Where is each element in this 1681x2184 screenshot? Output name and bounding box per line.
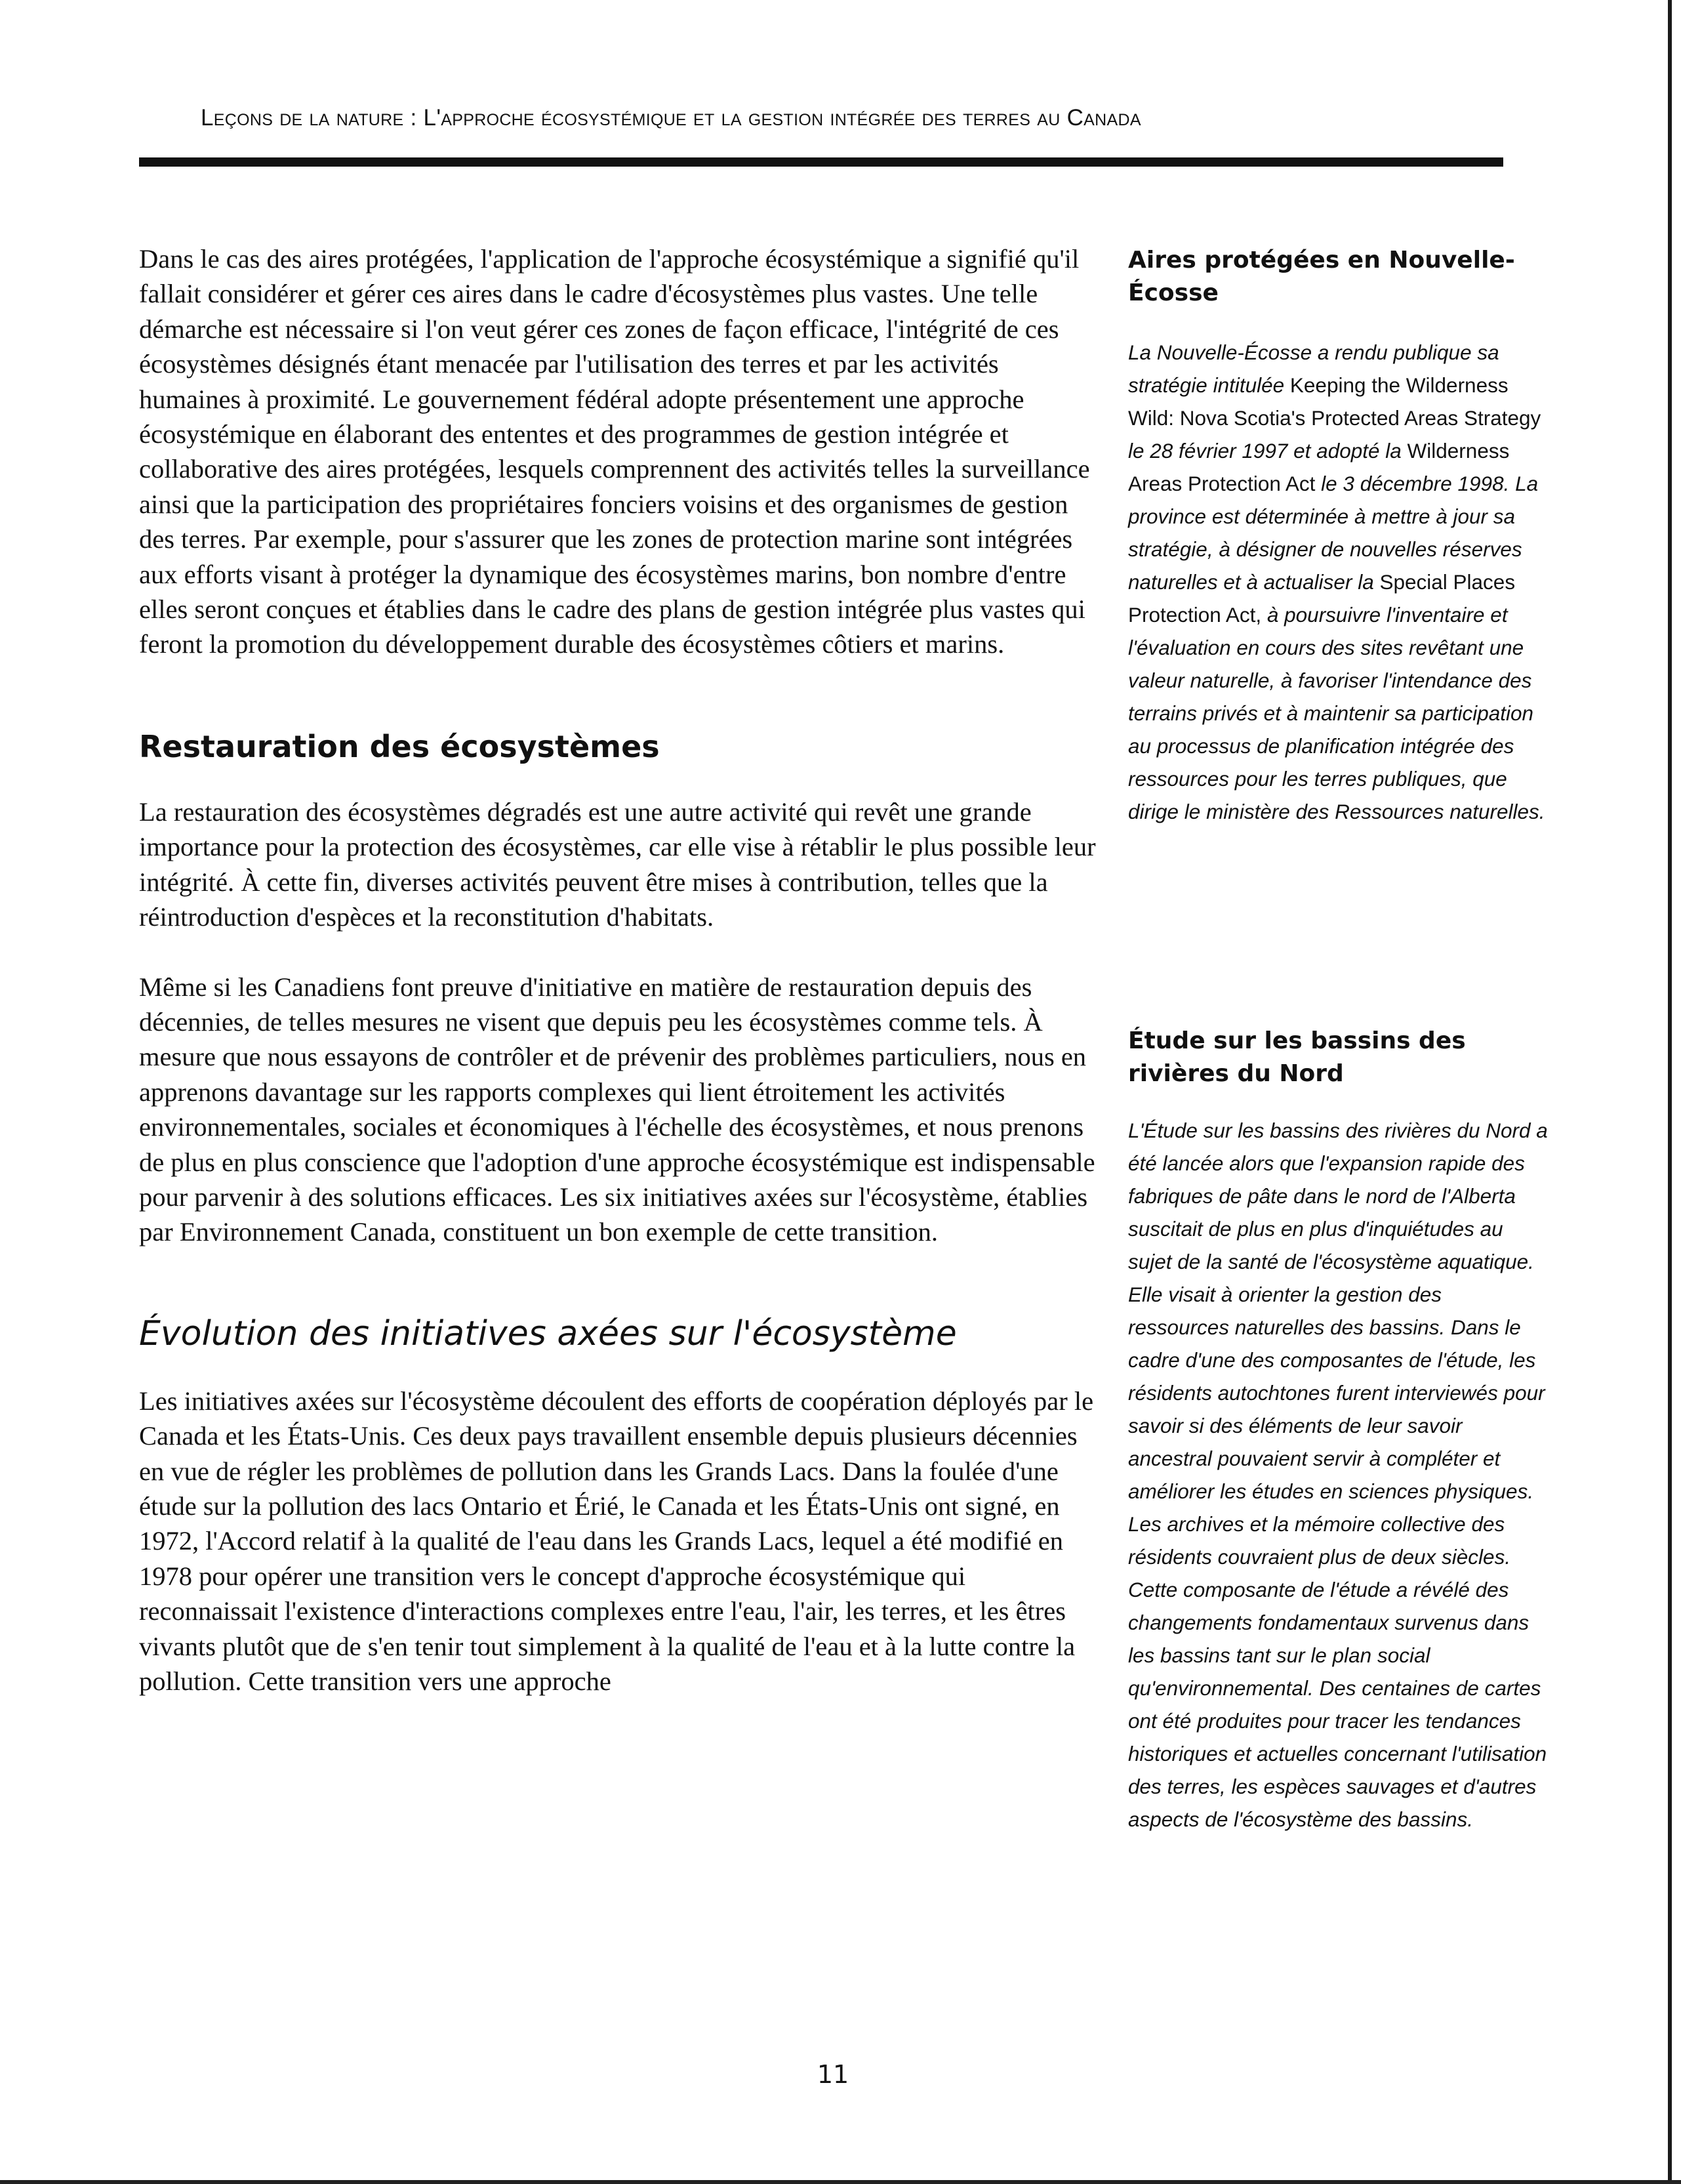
page-number: 11 bbox=[817, 2060, 849, 2089]
document-title-keeping-wilderness: Keeping the Wilderness Wild: Nova Scotia's Protected Areas Strategy bbox=[1128, 373, 1541, 430]
sidebar-title-nova-scotia: Aires protégées en Nouvelle-Écosse bbox=[1128, 247, 1515, 306]
sidebar-text-northern-rivers: L'Étude sur les bassins des rivières du Nord a été lancée alors que l'expansion rapide des fabriques de pâte dans le nord de l'Alberta suscitait de plus en plus d'inquiétudes au sujet de la santé de l'écosystème aquatique. Elle visait à orienter la gestion des ressources naturelles des bassins. Dans le cadre d'une des composantes de l'étude, les résidents autochtones furent interviewés pour savoir si des éléments de leur savoir ancestral pouvaient servir à compléter et améliorer les études en sciences physiques. Les archives et la mémoire collective des résidents couvraient plus de deux siècles. Cette composante de l'étude a révélé des changements fondamentaux survenus dans les bassins tant sur le plan social qu'environnemental. Des centaines de cartes ont été produites pour tracer les tendances historiques et actuelles concernant l'utilisation des terres, les espèces sauvages et d'autres aspects de l'écosystème des bassins. bbox=[1128, 1119, 1548, 1831]
act-title-wilderness-areas: Wilderness Areas Protection Act bbox=[1128, 439, 1510, 495]
paragraph-restoration-1: La restauration des écosystèmes dégradés est une autre activité qui revêt une grande importance pour la protection des écosystèmes, car elle vise à rétablir le plus possible leur intégrité. À cette fin, diverses activités peuvent être mises à contribution, telles que la réintroduction d'espèces et la reconstitution d'habitats. bbox=[139, 796, 1096, 932]
sidebar-text-run: le 3 décembre 1998. La province est déterminée à mettre à jour sa stratégie, à désigner de nouvelles réserves naturelles et à actualiser la bbox=[1128, 472, 1539, 594]
heading-evolution: Évolution des initiatives axées sur l'écosystème bbox=[139, 1313, 957, 1353]
sidebar-title-northern-rivers: Étude sur les bassins des rivières du Nord bbox=[1128, 1027, 1466, 1087]
header-rule bbox=[139, 157, 1503, 167]
scan-edge-right bbox=[1668, 0, 1672, 2184]
heading-restoration: Restauration des écosystèmes bbox=[139, 728, 660, 764]
paragraph-protected-areas: Dans le cas des aires protégées, l'application de l'approche écosystémique a signifié qu'il fallait considérer et gérer ces aires dans le cadre d'écosystèmes plus vastes. Une telle démarche est nécessaire si l'on veut gérer ces zones de façon efficace, l'intégrité de ces écosystèmes désignés étant menacée par l'utilisation des terres et par les activités humaines à proximité. Le gouvernement fédéral adopte présentement une approche écosystémique en élaborant des ententes et des programmes de gestion intégrée et collaborative des aires protégées, lesquels comprennent des activités telles la surveillance ainsi que la participation des propriétaires fonciers voisins et des organismes de gestion des terres. Par exemple, pour s'assurer que les zones de protection marine sont intégrées aux efforts visant à protéger la dynamique des écosystèmes marins, bon nombre d'entre elles seront conçues et établies dans le cadre des plans de gestion intégrée plus vastes qui feront la promotion du développement durable des écosystèmes côtiers et marins. bbox=[139, 244, 1090, 659]
sidebar-text-run: à poursuivre l'inventaire et l'évaluation en cours des sites revêtant une valeur naturelle, à favoriser l'intendance des terrains privés et à maintenir sa participation au processus de planification intégrée des ressources pour les terres publiques, que dirige le ministère des Ressources naturelles. bbox=[1128, 603, 1545, 823]
main-column bbox=[139, 241, 1103, 1699]
paragraph-evolution: Les initiatives axées sur l'écosystème découlent des efforts de coopération déployés par le Canada et les États-Unis. Ces deux pays travaillent ensemble depuis plusieurs décennies en vue de régler les problèmes de pollution dans les Grands Lacs. Dans la foulée d'une étude sur la pollution des lacs Ontario et Érié, le Canada et les États-Unis ont signé, en 1972, l'Accord relatif à la qualité de l'eau dans les Grands Lacs, lequel a été modifié en 1978 pour opérer une transition vers le concept d'approche écosystémique qui reconnaissait l'existence d'interactions complexes entre l'eau, l'air, les terres, et les êtres vivants plutôt que de s'en tenir tout simplement à la qualité de l'eau et à la lutte contre la pollution. Cette transition vers une approche bbox=[139, 1386, 1094, 1696]
sidebar-text-run: La Nouvelle-Écosse a rendu publique sa stratégie intitulée bbox=[1128, 340, 1499, 397]
act-title-special-places: Special Places Protection Act, bbox=[1128, 570, 1516, 627]
running-header: Leçons de la nature : L'approche écosystémique et la gestion intégrée des terres au Canada bbox=[201, 105, 1141, 131]
sidebar-text-nova-scotia bbox=[1128, 336, 1548, 828]
sidebar-box-northern-rivers bbox=[1128, 1025, 1548, 1836]
scan-edge-bottom bbox=[0, 2180, 1681, 2184]
sidebar-text-run: le 28 février 1997 et adopté la bbox=[1128, 439, 1408, 463]
paragraph-restoration-2: Même si les Canadiens font preuve d'initiative en matière de restauration depuis des décennies, de telles mesures ne visent que depuis peu les écosystèmes comme tels. À mesure que nous essayons de contrôler et de prévenir des problèmes particuliers, nous en apprenons davantage sur les rapports complexes qui lient étroitement les activités environnementales, sociales et économiques à l'échelle des écosystèmes, et nous prenons de plus en plus conscience que l'adoption d'une approche écosystémique est indispensable pour parvenir à des solutions efficaces. Les six initiatives axées sur l'écosystème, établies par Environnement Canada, constituent un bon exemple de cette transition. bbox=[139, 972, 1095, 1247]
sidebar-box-nova-scotia bbox=[1128, 244, 1548, 828]
